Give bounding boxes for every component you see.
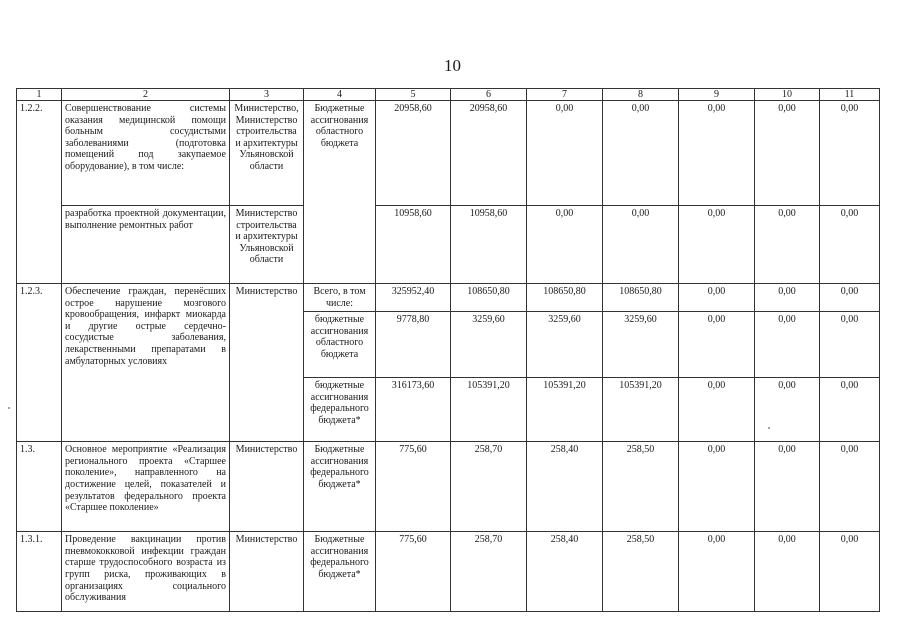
cell-value: 0,00: [820, 101, 880, 206]
cell-value: 0,00: [679, 378, 755, 442]
row-name: Обеспечение граждан, перенёсших острое нарушение мозгового кровообращения, инфаркт миокарда и другие острые сердечно-сосудистые заболевания, лекарственными препаратами в амбулаторных условиях: [62, 284, 230, 442]
col-header: 10: [755, 89, 820, 101]
cell-value: 258,50: [603, 442, 679, 532]
cell-value: 3259,60: [451, 312, 527, 378]
cell-value: 105391,20: [603, 378, 679, 442]
col-header: 6: [451, 89, 527, 101]
row-source: Всего, в том числе:: [304, 284, 376, 312]
cell-value: 10958,60: [376, 206, 451, 284]
row-code: 1.3.: [17, 442, 62, 532]
program-table: [16, 88, 880, 612]
cell-value: 775,60: [376, 532, 451, 612]
row-source: бюджетные ассигнования федерального бюджета*: [304, 378, 376, 442]
cell-value: 258,50: [603, 532, 679, 612]
cell-value: 0,00: [679, 532, 755, 612]
cell-value: 0,00: [820, 532, 880, 612]
cell-value: 258,70: [451, 442, 527, 532]
cell-value: 0,00: [679, 101, 755, 206]
row-source: Бюджетные ассигнования федерального бюджета*: [304, 532, 376, 612]
cell-value: 20958,60: [451, 101, 527, 206]
cell-value: 258,40: [527, 442, 603, 532]
cell-value: 3259,60: [527, 312, 603, 378]
table-row: [17, 442, 880, 532]
row-code: 1.2.3.: [17, 284, 62, 442]
row-code: 1.3.1.: [17, 532, 62, 612]
col-header: 1: [17, 89, 62, 101]
cell-value: 105391,20: [451, 378, 527, 442]
cell-value: 0,00: [820, 284, 880, 312]
cell-value: 0,00: [755, 312, 820, 378]
cell-value: 325952,40: [376, 284, 451, 312]
cell-value: 775,60: [376, 442, 451, 532]
cell-value: 108650,80: [603, 284, 679, 312]
row-name: Совершенствование системы оказания медицинской помощи больным сосудистыми заболеваниями (подготовка помещений под закупаемое оборудование), в том числе:: [62, 101, 230, 206]
cell-value: 258,70: [451, 532, 527, 612]
scan-speck: [8, 407, 10, 409]
cell-value: 3259,60: [603, 312, 679, 378]
col-header: 8: [603, 89, 679, 101]
cell-value: 0,00: [679, 442, 755, 532]
row-name: Основное мероприятие «Реализация регионального проекта «Старшее поколение», направленного на достижение целей, показателей и результатов федерального проекта «Старшее поколение»: [62, 442, 230, 532]
col-header: 3: [230, 89, 304, 101]
row-source: Бюджетные ассигнования федерального бюджета*: [304, 442, 376, 532]
col-header: 2: [62, 89, 230, 101]
cell-value: 0,00: [755, 378, 820, 442]
cell-value: 10958,60: [451, 206, 527, 284]
col-header: 7: [527, 89, 603, 101]
col-header: 9: [679, 89, 755, 101]
page-number: 10: [444, 56, 461, 75]
cell-value: 0,00: [820, 442, 880, 532]
row-code: 1.2.2.: [17, 101, 62, 284]
cell-value: 316173,60: [376, 378, 451, 442]
cell-value: 105391,20: [527, 378, 603, 442]
cell-value: 0,00: [755, 532, 820, 612]
row-name: разработка проектной документации, выполнение ремонтных работ: [62, 206, 230, 284]
cell-value: 0,00: [603, 206, 679, 284]
cell-value: 0,00: [820, 312, 880, 378]
scan-speck: [768, 427, 770, 429]
col-header: 11: [820, 89, 880, 101]
header-row: [17, 89, 880, 101]
cell-value: 258,40: [527, 532, 603, 612]
row-source: Бюджетные ассигнования областного бюджета: [304, 101, 376, 284]
cell-value: 0,00: [820, 378, 880, 442]
cell-value: 0,00: [679, 206, 755, 284]
row-executor: Министерство, Министерство строительства и архитектуры Ульяновской области: [230, 101, 304, 206]
cell-value: 0,00: [755, 442, 820, 532]
cell-value: 0,00: [679, 312, 755, 378]
row-executor: Министерство: [230, 532, 304, 612]
col-header: 5: [376, 89, 451, 101]
cell-value: 9778,80: [376, 312, 451, 378]
row-executor: Министерство: [230, 284, 304, 442]
cell-value: 0,00: [527, 206, 603, 284]
cell-value: 0,00: [755, 206, 820, 284]
cell-value: 0,00: [755, 101, 820, 206]
table-row: [17, 206, 880, 284]
table-row: [17, 532, 880, 612]
cell-value: 0,00: [527, 101, 603, 206]
table-row: [17, 284, 880, 312]
cell-value: 20958,60: [376, 101, 451, 206]
row-source: бюджетные ассигнования областного бюджета: [304, 312, 376, 378]
cell-value: 0,00: [603, 101, 679, 206]
row-executor: Министерство строительства и архитектуры Ульяновской области: [230, 206, 304, 284]
cell-value: 0,00: [820, 206, 880, 284]
table-row: [17, 101, 880, 206]
cell-value: 0,00: [755, 284, 820, 312]
row-executor: Министерство: [230, 442, 304, 532]
cell-value: 0,00: [679, 284, 755, 312]
cell-value: 108650,80: [451, 284, 527, 312]
row-name: Проведение вакцинации против пневмококковой инфекции граждан старше трудоспособного возраста из групп риска, проживающих в организациях социального обслуживания: [62, 532, 230, 612]
col-header: 4: [304, 89, 376, 101]
cell-value: 108650,80: [527, 284, 603, 312]
